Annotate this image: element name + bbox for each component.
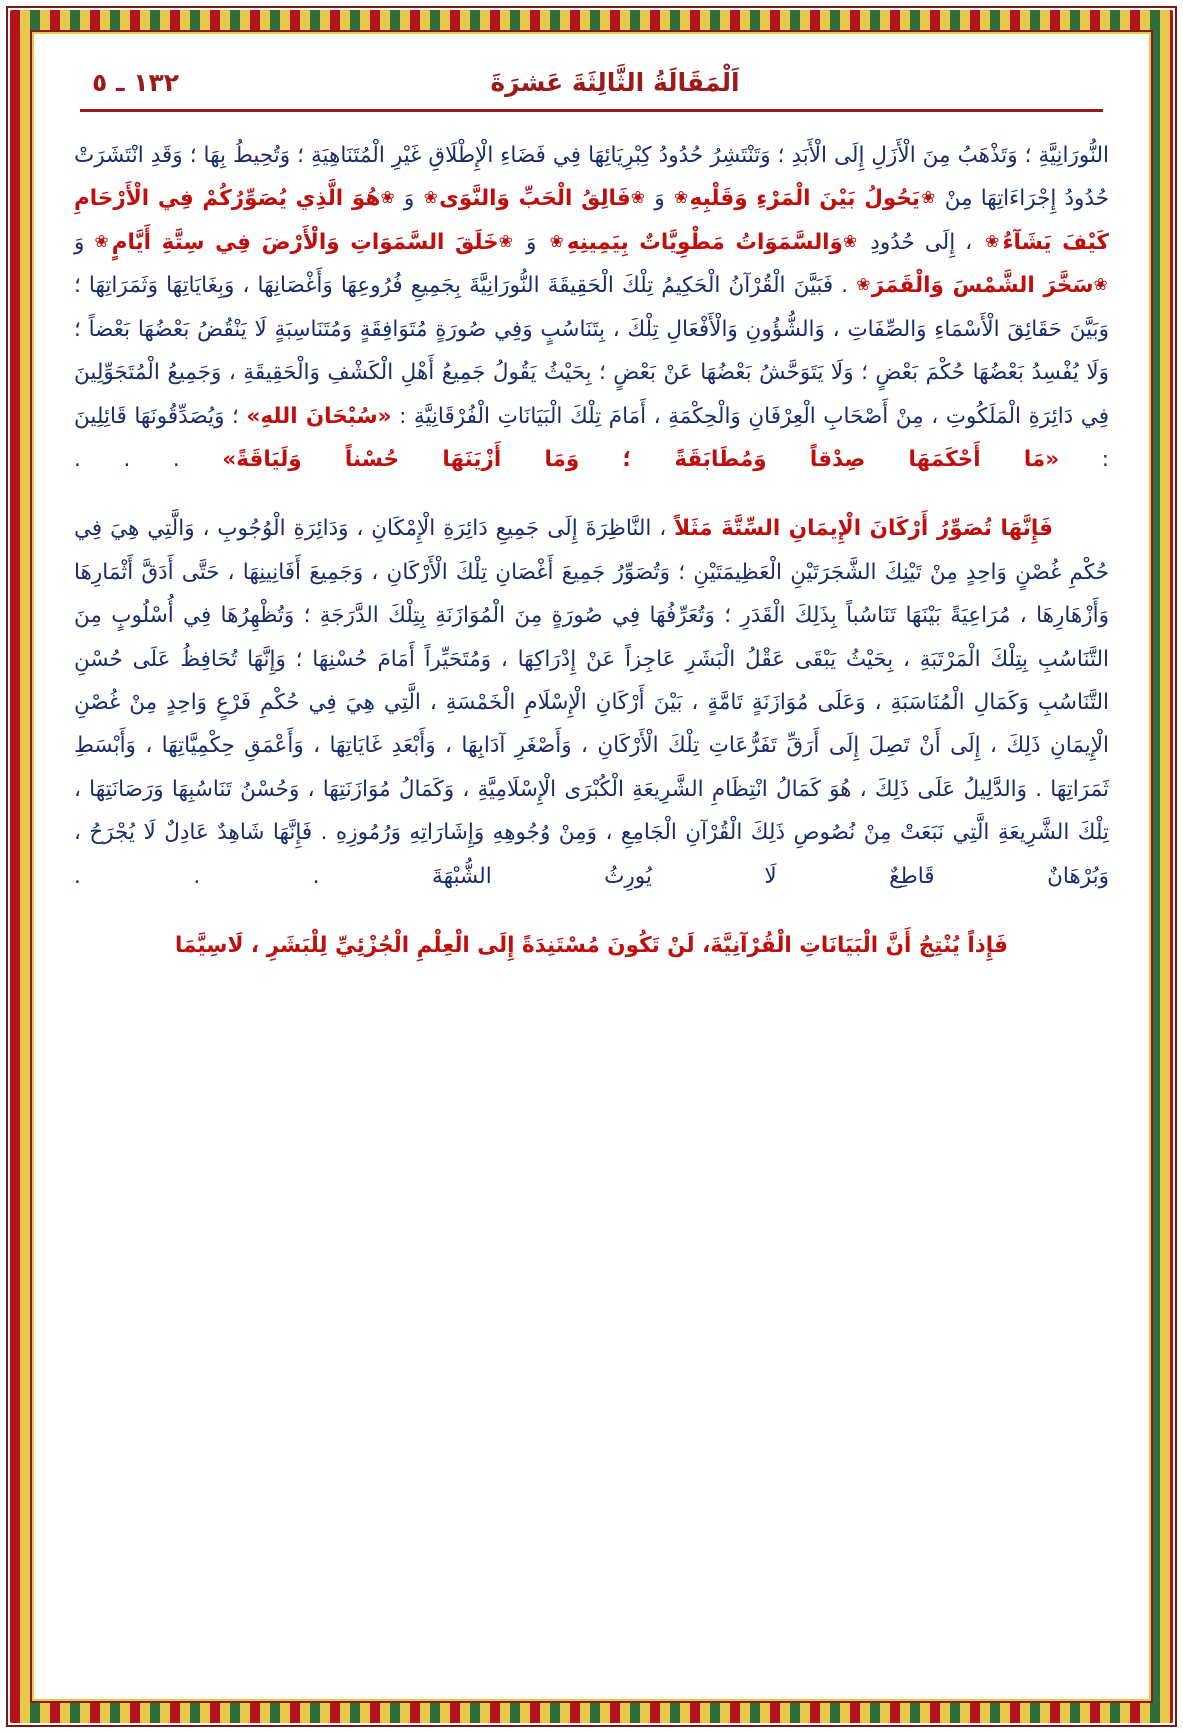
page-number: ١٣٢ ـ ٥ bbox=[92, 68, 179, 97]
text-segment: . . . bbox=[74, 446, 223, 472]
quran-quote: هُوَ الَّذِي يُصَوِّرُكُمْ فِي الْأَرْحَامِ كَيْفَ يَشَآءُ bbox=[74, 186, 1110, 255]
ornament-icon: ❀ bbox=[1093, 275, 1109, 296]
chapter-title: اَلْمَقَالَةُ الثَّالِثَةَ عَشرَةَ bbox=[490, 68, 740, 97]
ornament-icon: ❀ bbox=[91, 231, 112, 252]
quran-quote: يَحُولُ بَيْنَ الْمَرْءِ وَقَلْبِهِ bbox=[689, 186, 920, 212]
quote-tasbih: «سُبْحَانَ اللهِ» bbox=[246, 403, 392, 429]
document-body bbox=[74, 134, 1109, 968]
text-segment: ، النَّاظِرَةَ إِلَى جَمِيعِ دَائِرَةِ الْإِمْكَانِ ، وَدَائِرَةِ الْوُجُوبِ ، وَالَّتِي هِيَ فِي حُكْمِ غُصْنٍ وَاحِدٍ مِنْ تَيْنِكَ الشَّجَرَتَيْنِ الْعَظِيمَتَيْنِ ؛ وَتُصَوِّرُ جَمِيعَ أَغْصَانِ تِلْكَ الْأَرْكَانِ ، وَجَمِيعَ أَفَانِينِهَا ، حَتَّى أَدَقَّ أَثْمَارِهَا وَأَزْهَارِهَا ، مُرَاعِيَةً بَيْنَهَا تَنَاسُباً بِذَلِكَ الْقَدَرِ ؛ وَتُعَرِّفُهَا فِي صُورَةٍ مِنَ الْمُوَازَنَةِ بِتِلْكَ الدَّرَجَةِ ؛ وَتُظْهِرُهَا فِي أُسْلُوبٍ مِنَ التَّنَاسُبِ بِتِلْكَ الْمَرْتَبَةِ ، بِحَيْثُ يَبْقَى عَقْلُ الْبَشَرِ عَاجِزاً عَنْ إِدْرَاكِهَا ، وَمُتَحَيِّراً أَمَامَ حُسْنِهَا ؛ وَإِنَّهَا تُحَافِظُ عَلَى حُسْنِ التَّنَاسُبِ وَكَمَالِ الْمُنَاسَبَةِ ، وَعَلَى مُوَازَنَةٍ تَامَّةٍ ، بَيْنَ أَرْكَانِ الْإِسْلَامِ الْخَمْسَةِ ، الَّتِي هِيَ فِي حُكْمِ فَرْعٍ وَاحِدٍ مِنْ غُصْنِ الْإِيمَانِ ذَلِكَ ، إِلَى أَنْ تَصِلَ إِلَى أَرَقِّ تَفَرُّعَاتِ تِلْكَ الْأَرْكَانِ ، وَأَصْغَرِ آدَابِهَا ، وَأَبْعَدِ غَايَاتِهَا ، وَأَعْمَقِ حِكْمِيَّاتِهَا ، وَأَبْسَطِ ثَمَرَاتِهَا . وَالدَّلِيلُ عَلَى ذَلِكَ ، هُوَ كَمَالُ انْتِظَامِ الشَّرِيعَةِ الْكُبْرَى الْإِسْلَامِيَّةِ ، وَكَمَالُ مُوَازَنَتِهَا ، وَحُسْنُ تَنَاسُبِهَا وَرَصَانَتِهَا ، تِلْكَ الشَّرِيعَةِ الَّتِي نَبَعَتْ مِنْ نُصُوصِ ذَلِكَ الْقُرْآنِ الْجَامِعِ ، وَمِنْ وُجُوهِهِ وَإِشَارَاتِهِ وَرُمُوزِهِ . فَإِنَّهَا شَاهِدٌ عَادِلٌ لَا يُجْرَحُ ، وَبُرْهَانٌ قَاطِعٌ لَا يُورِثُ الشُّبْهَةَ . . . bbox=[74, 516, 1109, 889]
ornament-icon: ❀ bbox=[842, 231, 861, 252]
text-segment: ؛ وَيُصَدِّقُونَهَا قَائِلِينَ : bbox=[74, 403, 1109, 472]
paragraph-2-lead: فَإِنَّهَا تُصَوِّرُ أَرْكَانَ الْإِيمَانِ السِّتَّةَ مَثَلاً bbox=[674, 516, 1053, 542]
quran-quote: خَلَقَ السَّمَوَاتِ وَالْأَرْضَ فِي سِتَّةِ أَيَّامٍ bbox=[111, 229, 499, 255]
quran-quote: سَخَّرَ الشَّمْسَ وَالْقَمَرَ bbox=[871, 273, 1094, 299]
text-segment: . فَبَيَّنَ الْقُرْآنُ الْحَكِيمُ تِلْكَ الْحَقِيقَةَ النُّورَانِيَّةَ بِجَمِيعِ فُرُوعِهَا وَأَغْصَانِهَا ، وَبِغَايَاتِهَا وَثَمَرَاتِهَا ؛ وَبَيَّنَ حَقَائِقَ الْأَسْمَاءِ وَالصِّفَاتِ ، وَالشُّؤُونِ وَالْأَفْعَالِ تِلْكَ ، بِتَنَاسُبٍ وَفِي صُورَةٍ مُتَوَافِقَةٍ وَمُتَنَاسِبَةٍ لَا يَنْقُضُ بَعْضُهَا بَعْضاً ؛ وَلَا يُفْسِدُ بَعْضُهَا حُكْمَ بَعْضٍ ؛ وَلَا يَتَوَحَّشُ بَعْضُهَا عَنْ بَعْضٍ ؛ بِحَيْثُ يَقُولُ جَمِيعُ أَهْلِ الْكَشْفِ وَالْحَقِيقَةِ ، وَجَمِيعُ الْمُتَجَوِّلِينَ فِي دَائِرَةِ الْمَلَكُوتِ ، مِنْ أَصْحَابِ الْعِرْفَانِ وَالْحِكْمَةِ ، أَمَامَ تِلْكَ الْبَيَانَاتِ الْفُرْقَانِيَّةِ : bbox=[74, 273, 1110, 429]
text-segment: النُّورَانِيَّةِ ؛ وَتَذْهَبُ مِنَ الْأَزَلِ إِلَى الْأَبَدِ ؛ وَتَنْتَشِرُ حُدُودُ كِبْرِيَائِهَا فِي فَضَاءِ الْإِطْلَاقِ غَيْرِ الْمُتَنَاهِيَةِ ؛ وَتُحِيطُ بِهَا ؛ وَقَدِ انْتَشَرَتْ حُدُودُ إِجْرَاءَاتِهَا مِنْ bbox=[74, 143, 1109, 212]
quran-quote: فَالِقُ الْحَبِّ وَالنَّوَى bbox=[439, 186, 631, 212]
paragraph-3 bbox=[74, 924, 1109, 967]
quran-quote: وَالسَّمَوَاتُ مَطْوِيَّاتٌ بِيَمِينِهِ bbox=[566, 229, 843, 255]
quote-affirmation: «مَا أَحْكَمَهَا صِدْقاً وَمُطَابَقَةً ؛ وَمَا أَزْيَنَهَا حُسْناً وَلَيَاقَةً» bbox=[222, 446, 1060, 472]
ornament-icon: ❀ bbox=[630, 188, 647, 209]
text-segment: وَ bbox=[395, 186, 423, 212]
ornament-icon: ❀ bbox=[546, 231, 567, 252]
ornament-icon: ❀ bbox=[982, 231, 1003, 252]
ornament-icon: ❀ bbox=[854, 275, 872, 296]
text-segment: وَ bbox=[516, 229, 547, 255]
text-segment: وَ bbox=[646, 186, 673, 212]
ornament-icon: ❀ bbox=[422, 188, 440, 209]
header-divider-rule bbox=[80, 109, 1103, 112]
ornament-icon: ❀ bbox=[919, 188, 937, 209]
text-segment: ، إِلَى حُدُودِ bbox=[860, 229, 983, 255]
page-header bbox=[74, 62, 1109, 97]
ornament-icon: ❀ bbox=[498, 231, 517, 252]
ornament-icon: ❀ bbox=[380, 188, 396, 209]
page-content-area bbox=[34, 34, 1149, 1699]
paragraph-3-text: فَإِذاً يُنْتِجُ أَنَّ الْبَيَانَاتِ الْقُرْآنِيَّةَ، لَنْ تَكُونَ مُسْتَنِدَةً إِلَى الْعِلْمِ الْجُزْئِيِّ لِلْبَشَرِ ، لَاسِيَّمَا bbox=[175, 933, 1008, 959]
ornament-icon: ❀ bbox=[672, 188, 690, 209]
text-segment: وَ bbox=[74, 229, 92, 255]
paragraph-2 bbox=[74, 507, 1109, 898]
paragraph-1 bbox=[74, 134, 1109, 481]
